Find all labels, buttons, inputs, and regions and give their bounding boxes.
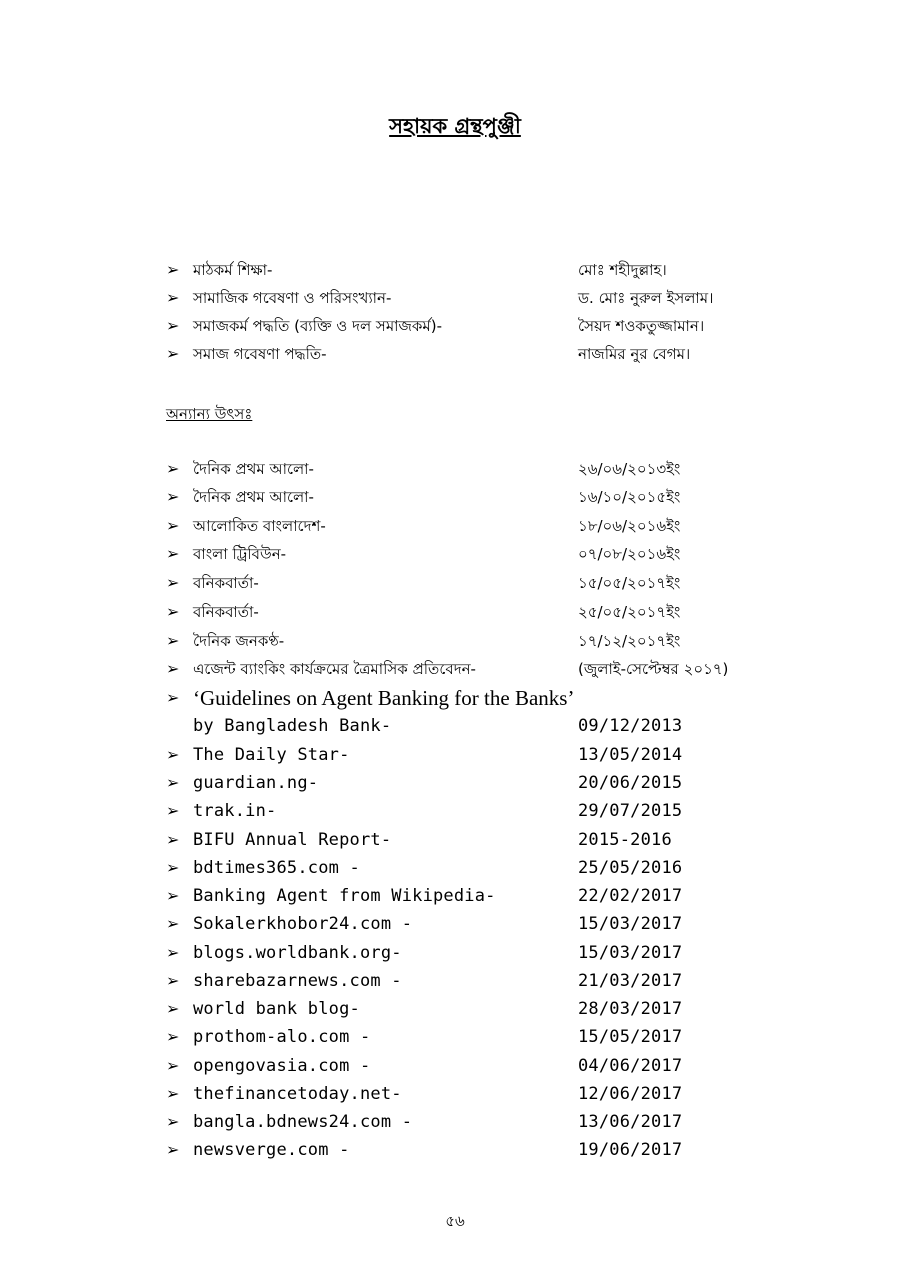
source-date: 22/02/2017: [578, 886, 683, 906]
arrow-bullet-icon: ➢: [166, 659, 180, 678]
arrow-bullet-icon: ➢: [166, 886, 180, 905]
list-item: [166, 1111, 806, 1139]
source-date: 19/06/2017: [578, 1140, 683, 1160]
list-item: [166, 343, 806, 371]
arrow-bullet-icon: ➢: [166, 1027, 180, 1046]
source-date: ১৫/০৫/২০১৭ইং: [578, 574, 681, 592]
list-item: [166, 998, 806, 1026]
list-item: [166, 486, 806, 514]
book-author: নাজমির নুর বেগম।: [578, 345, 691, 363]
arrow-bullet-icon: ➢: [166, 999, 180, 1018]
source-name: দৈনিক জনকণ্ঠ-: [193, 632, 285, 650]
source-name: sharebazarnews.com -: [193, 971, 402, 991]
list-item: [166, 1083, 806, 1111]
source-name: blogs.worldbank.org-: [193, 943, 402, 963]
guidelines-publisher: by Bangladesh Bank-: [193, 716, 392, 736]
source-name: বনিকবার্তা-: [193, 574, 259, 592]
source-date: 04/06/2017: [578, 1056, 683, 1076]
page-number: ৫৬: [445, 1212, 465, 1230]
arrow-bullet-icon: ➢: [166, 773, 180, 792]
source-name: আলোকিত বাংলাদেশ-: [193, 517, 326, 535]
guidelines-title: ‘Guidelines on Agent Banking for the Banks’: [193, 686, 575, 710]
source-date: 13/05/2014: [578, 745, 683, 765]
arrow-bullet-icon: ➢: [166, 745, 180, 764]
book-title: সমাজ গবেষণা পদ্ধতি-: [193, 345, 327, 363]
source-name: Sokalerkhobor24.com -: [193, 914, 413, 934]
list-item: [166, 1139, 806, 1167]
source-name: world bank blog-: [193, 999, 360, 1019]
list-item: [166, 970, 806, 998]
list-item: [166, 515, 806, 543]
source-date: ১৬/১০/২০১৫ইং: [578, 488, 681, 506]
arrow-bullet-icon: ➢: [166, 830, 180, 849]
list-item: [166, 913, 806, 941]
book-author: মোঃ শহীদুল্লাহ।: [578, 261, 667, 279]
other-sources-heading: অন্যান্য উৎসঃ: [166, 405, 253, 423]
arrow-bullet-icon: ➢: [166, 1140, 180, 1159]
arrow-bullet-icon: ➢: [166, 573, 180, 592]
arrow-bullet-icon: ➢: [166, 631, 180, 650]
book-title: সামাজিক গবেষণা ও পরিসংখ্যান-: [193, 289, 392, 307]
source-date: 28/03/2017: [578, 999, 683, 1019]
list-item: [166, 687, 806, 715]
list-item: [166, 630, 806, 658]
book-title: মাঠকর্ম শিক্ষা-: [193, 261, 273, 279]
source-date: 25/05/2016: [578, 858, 683, 878]
list-item: [166, 601, 806, 629]
arrow-bullet-icon: ➢: [166, 344, 180, 363]
list-item: [166, 259, 806, 287]
list-item: [166, 744, 806, 772]
source-name: দৈনিক প্রথম আলো-: [193, 488, 314, 506]
list-item: [166, 543, 806, 571]
source-date: 2015-2016: [578, 830, 672, 850]
arrow-bullet-icon: ➢: [166, 544, 180, 563]
arrow-bullet-icon: ➢: [166, 971, 180, 990]
list-item: [166, 1055, 806, 1083]
source-date: 09/12/2013: [578, 716, 683, 736]
source-name: Banking Agent from Wikipedia-: [193, 886, 496, 906]
source-name: thefinancetoday.net-: [193, 1084, 402, 1104]
source-name: trak.in-: [193, 801, 277, 821]
source-date: ২৬/০৬/২০১৩ইং: [578, 460, 681, 478]
arrow-bullet-icon: ➢: [166, 487, 180, 506]
list-item: [166, 287, 806, 315]
list-item: [166, 572, 806, 600]
list-item: [166, 715, 806, 743]
arrow-bullet-icon: ➢: [166, 602, 180, 621]
book-author: ড. মোঃ নুরুল ইসলাম।: [578, 289, 714, 307]
source-date: ০৭/০৮/২০১৬ইং: [578, 545, 681, 563]
arrow-bullet-icon: ➢: [166, 516, 180, 535]
source-date: 15/03/2017: [578, 914, 683, 934]
source-date: ১৭/১২/২০১৭ইং: [578, 632, 681, 650]
source-name: bangla.bdnews24.com -: [193, 1112, 413, 1132]
arrow-bullet-icon: ➢: [166, 1112, 180, 1131]
arrow-bullet-icon: ➢: [166, 943, 180, 962]
source-date: 29/07/2015: [578, 801, 683, 821]
source-date: ১৮/০৬/২০১৬ইং: [578, 517, 681, 535]
list-item: [166, 800, 806, 828]
source-date: 13/06/2017: [578, 1112, 683, 1132]
book-author: সৈয়দ শওকতুজ্জামান।: [578, 317, 705, 335]
source-date: 12/06/2017: [578, 1084, 683, 1104]
list-item: [166, 458, 806, 486]
source-date: 20/06/2015: [578, 773, 683, 793]
list-item: [166, 829, 806, 857]
arrow-bullet-icon: ➢: [166, 288, 180, 307]
source-name: opengovasia.com -: [193, 1056, 371, 1076]
source-date: 21/03/2017: [578, 971, 683, 991]
source-date: 15/05/2017: [578, 1027, 683, 1047]
arrow-bullet-icon: ➢: [166, 1084, 180, 1103]
source-name: বাংলা ট্রিবিউন-: [193, 545, 287, 563]
source-name: newsverge.com -: [193, 1140, 350, 1160]
source-date: 15/03/2017: [578, 943, 683, 963]
source-date: ২৫/০৫/২০১৭ইং: [578, 603, 681, 621]
list-item: [166, 857, 806, 885]
arrow-bullet-icon: ➢: [166, 316, 180, 335]
source-name: এজেন্ট ব্যাংকিং কার্যক্রমের ত্রৈমাসিক প্রতিবেদন-: [193, 660, 476, 678]
arrow-bullet-icon: ➢: [166, 260, 180, 279]
arrow-bullet-icon: ➢: [166, 459, 180, 478]
source-name: BIFU Annual Report-: [193, 830, 392, 850]
list-item: [166, 315, 806, 343]
book-title: সমাজকর্ম পদ্ধতি (ব্যক্তি ও দল সমাজকর্ম)-: [193, 317, 443, 335]
source-name: prothom-alo.com -: [193, 1027, 371, 1047]
source-name: দৈনিক প্রথম আলো-: [193, 460, 314, 478]
arrow-bullet-icon: ➢: [166, 801, 180, 820]
source-date: (জুলাই-সেপ্টেম্বর ২০১৭): [578, 660, 729, 678]
arrow-bullet-icon: ➢: [166, 914, 180, 933]
source-name: The Daily Star-: [193, 745, 350, 765]
source-name: guardian.ng-: [193, 773, 319, 793]
list-item: [166, 942, 806, 970]
page-title: সহায়ক গ্রন্থপুঞ্জী: [389, 114, 521, 138]
arrow-bullet-icon: ➢: [166, 688, 180, 707]
list-item: [166, 772, 806, 800]
source-name: বনিকবার্তা-: [193, 603, 259, 621]
source-name: bdtimes365.com -: [193, 858, 360, 878]
list-item: [166, 1026, 806, 1054]
list-item: [166, 658, 806, 686]
arrow-bullet-icon: ➢: [166, 1056, 180, 1075]
arrow-bullet-icon: ➢: [166, 858, 180, 877]
list-item: [166, 885, 806, 913]
